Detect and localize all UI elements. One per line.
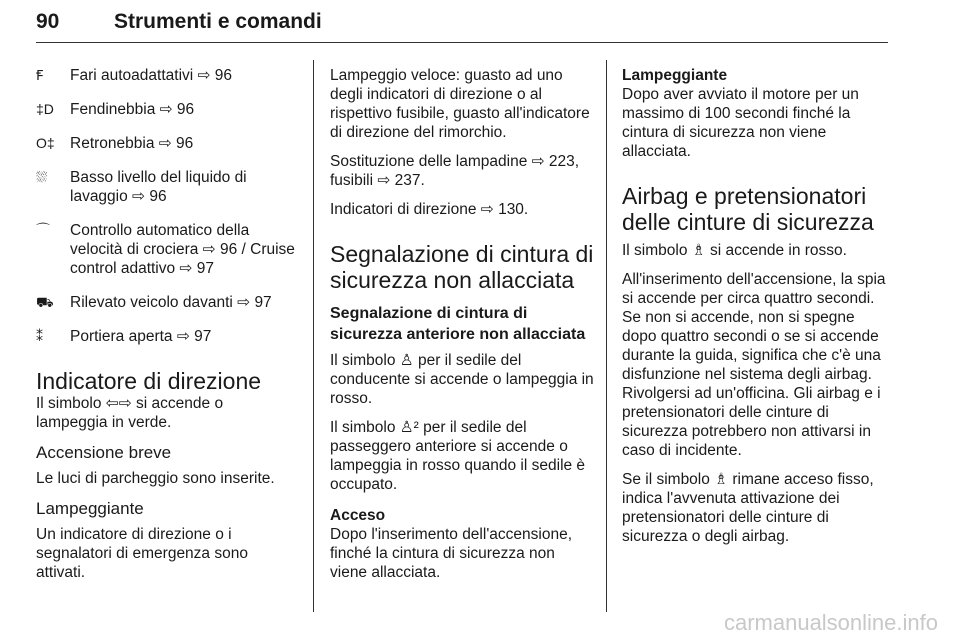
column-divider-2: [606, 60, 607, 612]
vehicle-ahead-icon: ⛟: [36, 294, 54, 310]
subsection-heading: Segnalazione di cintura di sicurezza anteriore non allacciata: [330, 305, 586, 343]
icon-list-text: Retronebbia ⇨ 96: [70, 135, 194, 152]
watermark: carmanualsonline.info: [723, 610, 938, 635]
icon-list-text: Fendinebbia ⇨ 96: [70, 101, 195, 118]
washer-fluid-icon: ⛆: [36, 169, 48, 185]
subsection-heading: Lampeggiante: [36, 499, 144, 518]
icon-list-text: Basso livello del liquido di lavaggio ⇨ 96: [70, 169, 247, 205]
icon-list-text: Controllo automatico della velocità di crociera ⇨ 96 / Cruise control adattivo ⇨ 97: [70, 222, 295, 277]
icon-list-text: Fari autoadattativi ⇨ 96: [70, 67, 233, 84]
icon-list-item: [36, 221, 298, 278]
column-1: [36, 66, 298, 592]
column-divider-1: [313, 60, 314, 612]
icon-list-item: [36, 293, 298, 312]
column-3: [622, 66, 892, 556]
icon-list-item: [36, 66, 298, 85]
section-heading: Indicatore di direzione: [36, 368, 262, 394]
paragraph: Indicatori di direzione ⇨ 130.: [330, 201, 529, 218]
column-2: [330, 66, 596, 592]
door-open-icon: ⁑: [36, 328, 43, 344]
paragraph: Sostituzione delle lampadine ⇨ 223, fusibili ⇨ 237.: [330, 153, 580, 189]
paragraph: Un indicatore di direzione o i segnalatori di emergenza sono attivati.: [36, 526, 248, 581]
cruise-control-icon: ⌒: [36, 222, 50, 238]
icon-list-item: [36, 168, 298, 206]
auto-light-icon: Ꞙ: [36, 67, 44, 83]
paragraph: Il simbolo ⇦⇨ si accende o lampeggia in verde.: [36, 395, 224, 431]
icon-list-item: [36, 134, 298, 153]
section-heading: Segnalazione di cintura di sicurezza non allacciata: [330, 241, 594, 293]
paragraph: Il simbolo ♙ per il sedile del conducente si accende o lampeggia in rosso.: [330, 352, 594, 407]
paragraph: Lampeggio veloce: guasto ad uno degli indicatori di direzione o al rispettivo fusibile, guasto all'indicatore di direzione del rimorchio.: [330, 67, 590, 141]
paragraph: Le luci di parcheggio sono inserite.: [36, 470, 275, 487]
paragraph: Il simbolo ♙² per il sedile del passeggero anteriore si accende o lampeggia in rosso quando il sedile è occupato.: [330, 419, 586, 493]
section-heading: Airbag e pretensionatori delle cinture di sicurezza: [622, 183, 874, 235]
front-fog-icon: ‡D: [36, 101, 54, 117]
icon-list-item: [36, 327, 298, 346]
paragraph: Dopo l'inserimento dell'accensione, finché la cintura di sicurezza non viene allacciata.: [330, 526, 572, 581]
page-number: 90: [36, 10, 60, 33]
paragraph: Il simbolo ♗ si accende in rosso.: [622, 242, 847, 259]
subsection-heading: Accensione breve: [36, 443, 172, 462]
rear-fog-icon: O‡: [36, 135, 55, 151]
minor-heading: Acceso: [330, 507, 386, 524]
paragraph: All'inserimento dell'accensione, la spia si accende per circa quattro secondi. Se non si accende, non si spegne dopo quattro secondi o se si accende durante la guida, significa che c'è una disfunzione nel sistema degli airbag. Rivolgersi ad un'officina. Gli airbag e i pretensionatori delle cinture di sicurezza potrebbero non attivarsi in caso di incidente.: [622, 271, 886, 459]
minor-heading: Lampeggiante: [622, 67, 728, 84]
chapter-title: Strumenti e comandi: [114, 10, 322, 33]
paragraph: Se il simbolo ♗ rimane acceso fisso, indica l'avvenuta attivazione dei pretensionatori delle cinture di sicurezza o degli airbag.: [622, 471, 874, 545]
icon-list-item: [36, 100, 298, 119]
paragraph: Dopo aver avviato il motore per un massimo di 100 secondi finché la cintura di sicurezza non viene allacciata.: [622, 86, 859, 160]
page-header: [36, 8, 888, 43]
icon-list-text: Rilevato veicolo davanti ⇨ 97: [70, 294, 272, 311]
icon-list-text: Portiera aperta ⇨ 97: [70, 328, 212, 345]
